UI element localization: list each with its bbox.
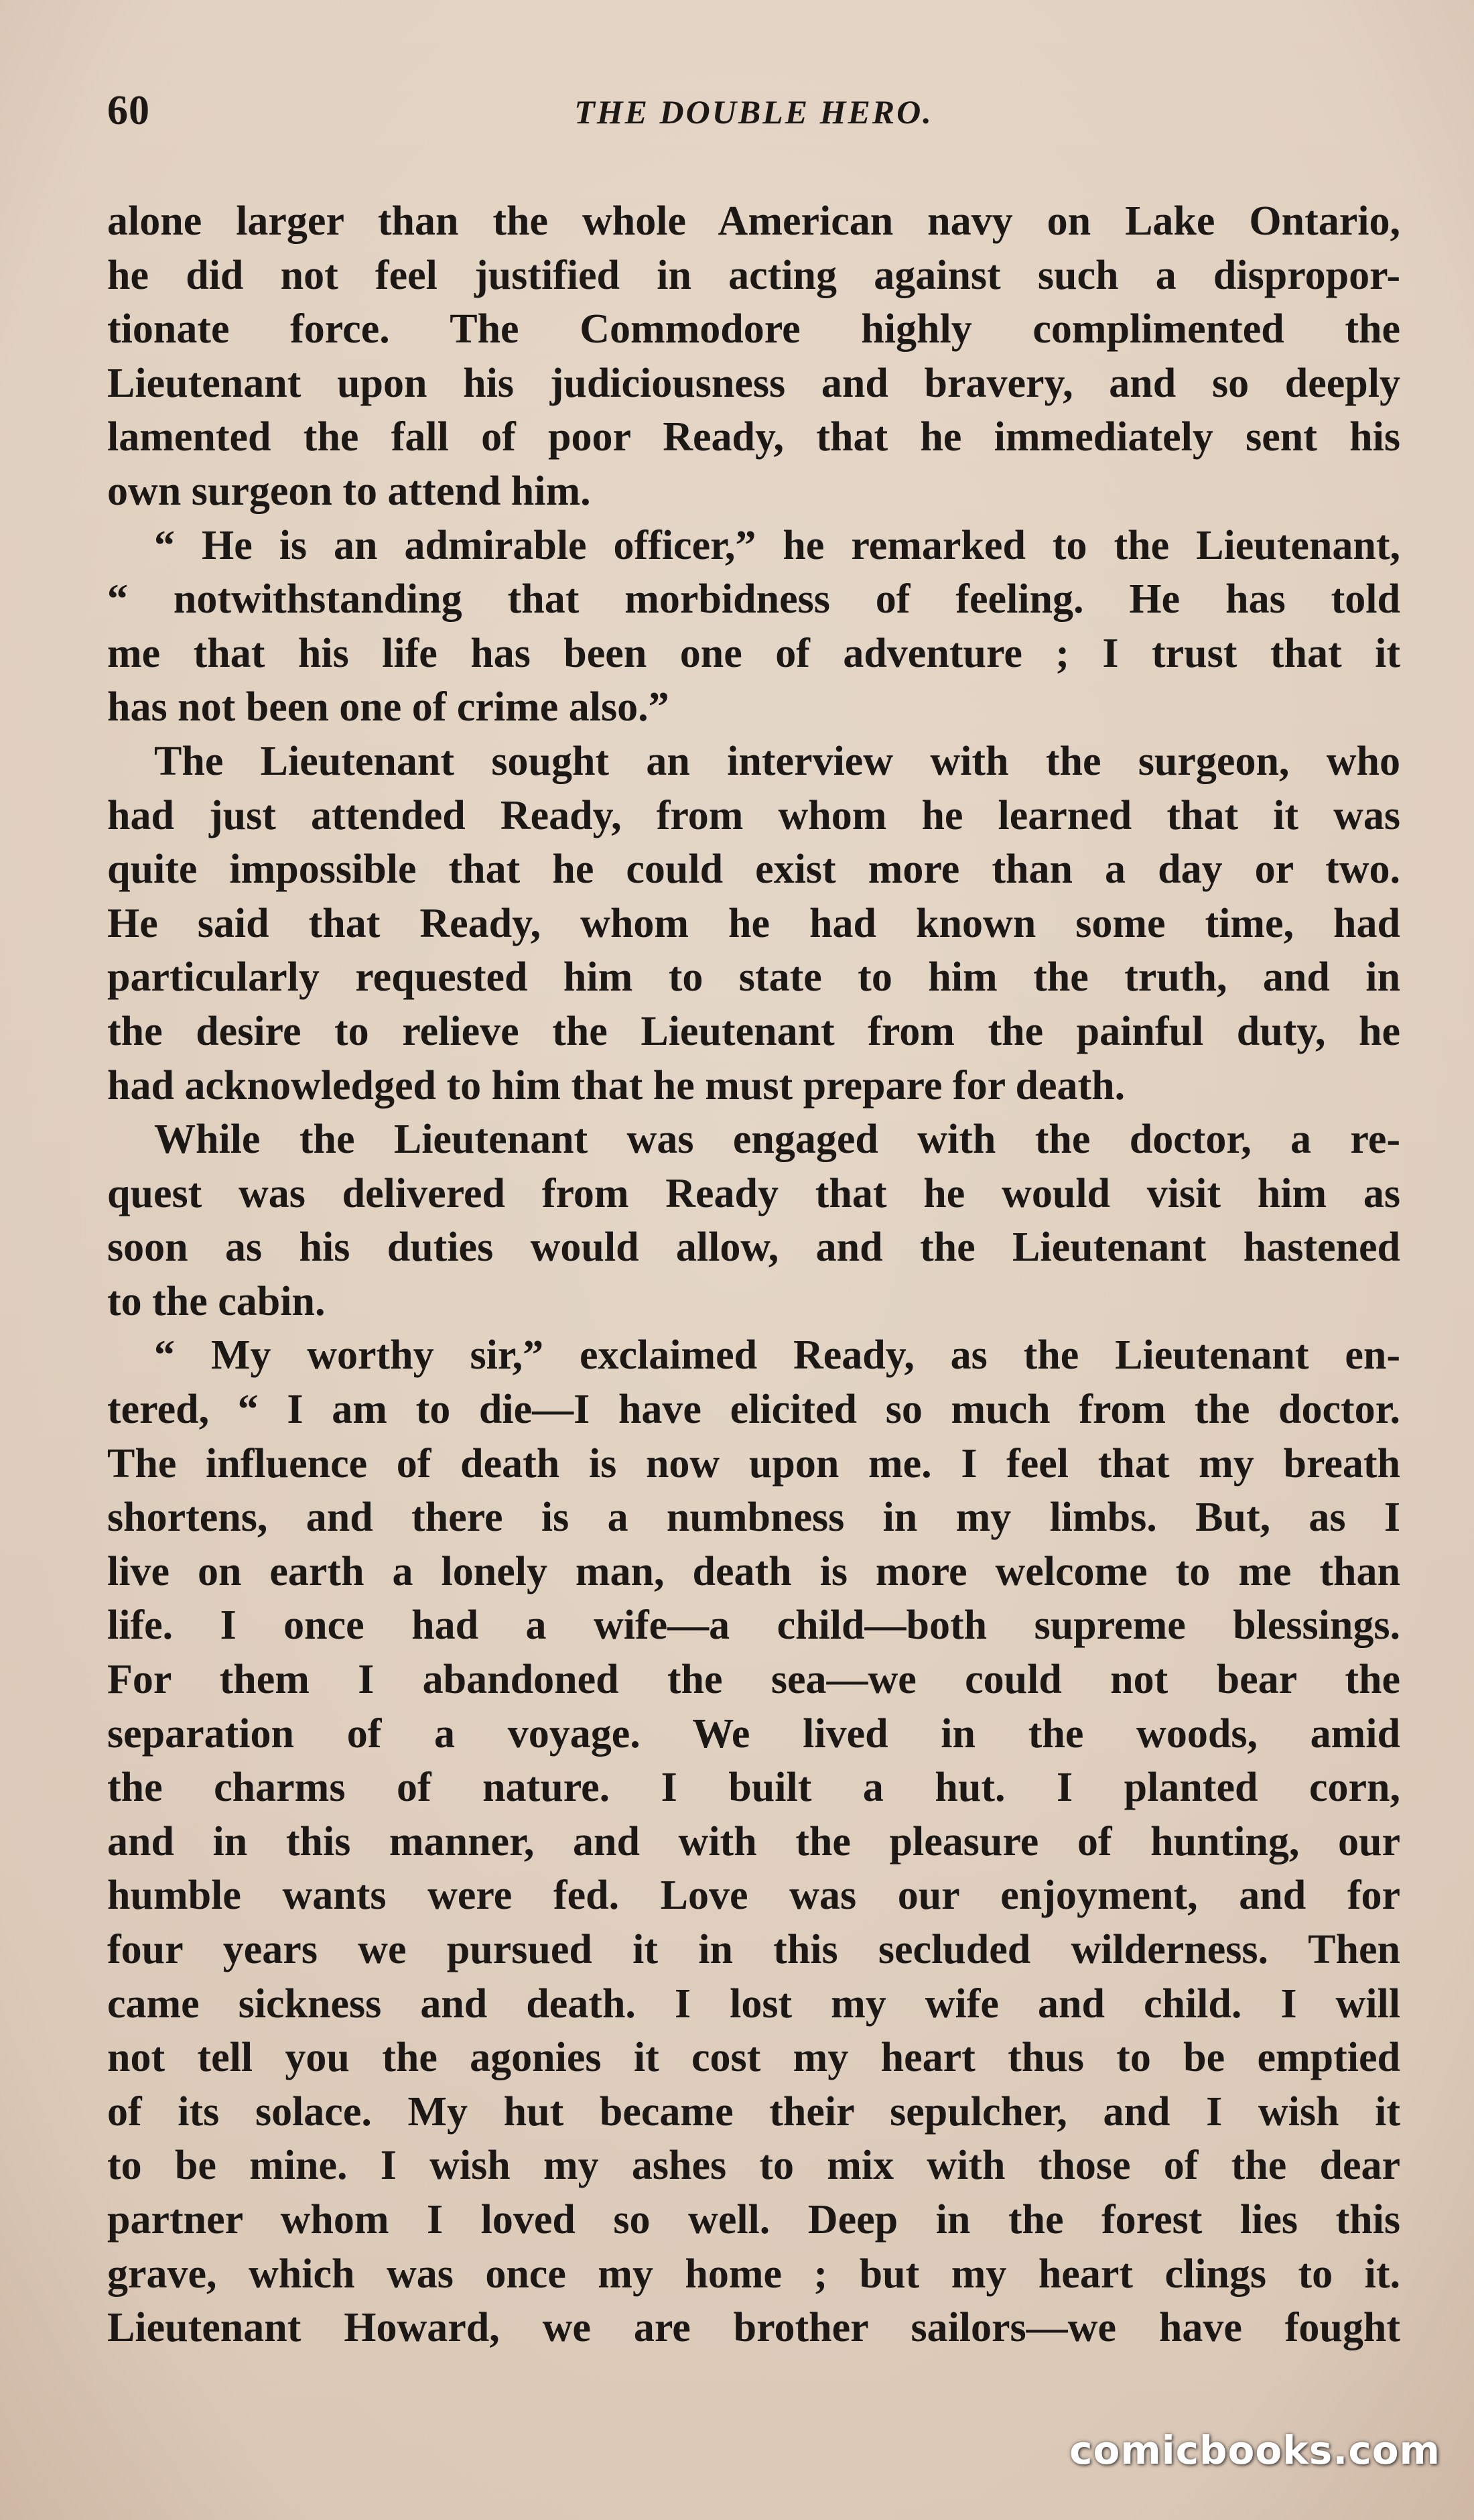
text-line: shortens, and there is a numbness in my limbs. But, as I xyxy=(107,1495,1400,1541)
text-line: had just attended Ready, from whom he learned that it was xyxy=(107,792,1400,838)
text-line: partner whom I loved so well. Deep in the forest lies this xyxy=(107,2196,1400,2243)
text-line: Lieutenant Howard, we are brother sailors—we have fought xyxy=(107,2305,1400,2351)
text-line: live on earth a lonely man, death is more welcome to me than xyxy=(107,1548,1400,1594)
text-line: the desire to relieve the Lieutenant from the painful duty, he xyxy=(107,1008,1400,1054)
text-line: has not been one of crime also.” xyxy=(107,684,669,731)
text-line: the charms of nature. I built a hut. I planted corn, xyxy=(107,1765,1400,1811)
text-line: alone larger than the whole American navy on Lake Ontario, xyxy=(107,198,1400,244)
text-line: own surgeon to attend him. xyxy=(107,468,591,514)
text-line: While the Lieutenant was engaged with the doctor, a re- xyxy=(154,1117,1400,1163)
text-line: four years we pursued it in this secluded wilderness. Then xyxy=(107,1927,1400,1972)
text-line: tionate force. The Commodore highly complimented the xyxy=(107,306,1400,353)
text-line: “ He is an admirable officer,” he remarked to the Lieutenant, xyxy=(154,522,1400,568)
text-line: quite impossible that he could exist more than a day or two. xyxy=(107,846,1400,893)
watermark: comicbooks.com xyxy=(1069,2428,1440,2473)
text-line: quest was delivered from Ready that he would visit him as xyxy=(107,1170,1400,1216)
text-line: The Lieutenant sought an interview with the surgeon, who xyxy=(154,738,1400,784)
text-line: not tell you the agonies it cost my heart thus to be emptied xyxy=(107,2035,1400,2081)
text-line: “ notwithstanding that morbidness of feeling. He has told xyxy=(107,576,1400,623)
text-line: tered, “ I am to die—I have elicited so much from the doctor. xyxy=(107,1387,1400,1433)
text-line: life. I once had a wife—a child—both supreme blessings. xyxy=(107,1602,1400,1649)
page-header xyxy=(107,87,1400,147)
text-line: particularly requested him to state to him the truth, and in xyxy=(107,954,1400,1001)
text-line: came sickness and death. I lost my wife and child. I will xyxy=(107,1980,1400,2027)
text-line: grave, which was once my home ; but my heart clings to it. xyxy=(107,2251,1400,2297)
text-line: to the cabin. xyxy=(107,1278,326,1324)
running-head: THE DOUBLE HERO. xyxy=(574,93,933,131)
page-number: 60 xyxy=(107,88,150,133)
text-line: separation of a voyage. We lived in the woods, amid xyxy=(107,1710,1400,1757)
text-line: me that his life has been one of adventure ; I trust that it xyxy=(107,630,1400,676)
text-line: humble wants were fed. Love was our enjoyment, and for xyxy=(107,1873,1400,1919)
text-line: The influence of death is now upon me. I feel that my breath xyxy=(107,1440,1400,1487)
text-line: He said that Ready, whom he had known some time, had xyxy=(107,900,1400,946)
text-line: lamented the fall of poor Ready, that he immediately sent his xyxy=(107,414,1400,460)
text-line: For them I abandoned the sea—we could not bear the xyxy=(107,1657,1400,1703)
body-text xyxy=(107,194,1400,2355)
text-line: “ My worthy sir,” exclaimed Ready, as the Lieutenant en- xyxy=(154,1332,1400,1379)
text-line: he did not feel justified in acting against such a dispropor- xyxy=(107,252,1400,298)
text-line: to be mine. I wish my ashes to mix with those of the dear xyxy=(107,2143,1400,2189)
text-line: had acknowledged to him that he must prepare for death. xyxy=(107,1062,1126,1109)
text-line: and in this manner, and with the pleasure of hunting, our xyxy=(107,1818,1400,1865)
text-line: of its solace. My hut became their sepulcher, and I wish it xyxy=(107,2088,1400,2135)
text-line: soon as his duties would allow, and the Lieutenant hastened xyxy=(107,1224,1400,1271)
text-line: Lieutenant upon his judiciousness and bravery, and so deeply xyxy=(107,360,1400,406)
